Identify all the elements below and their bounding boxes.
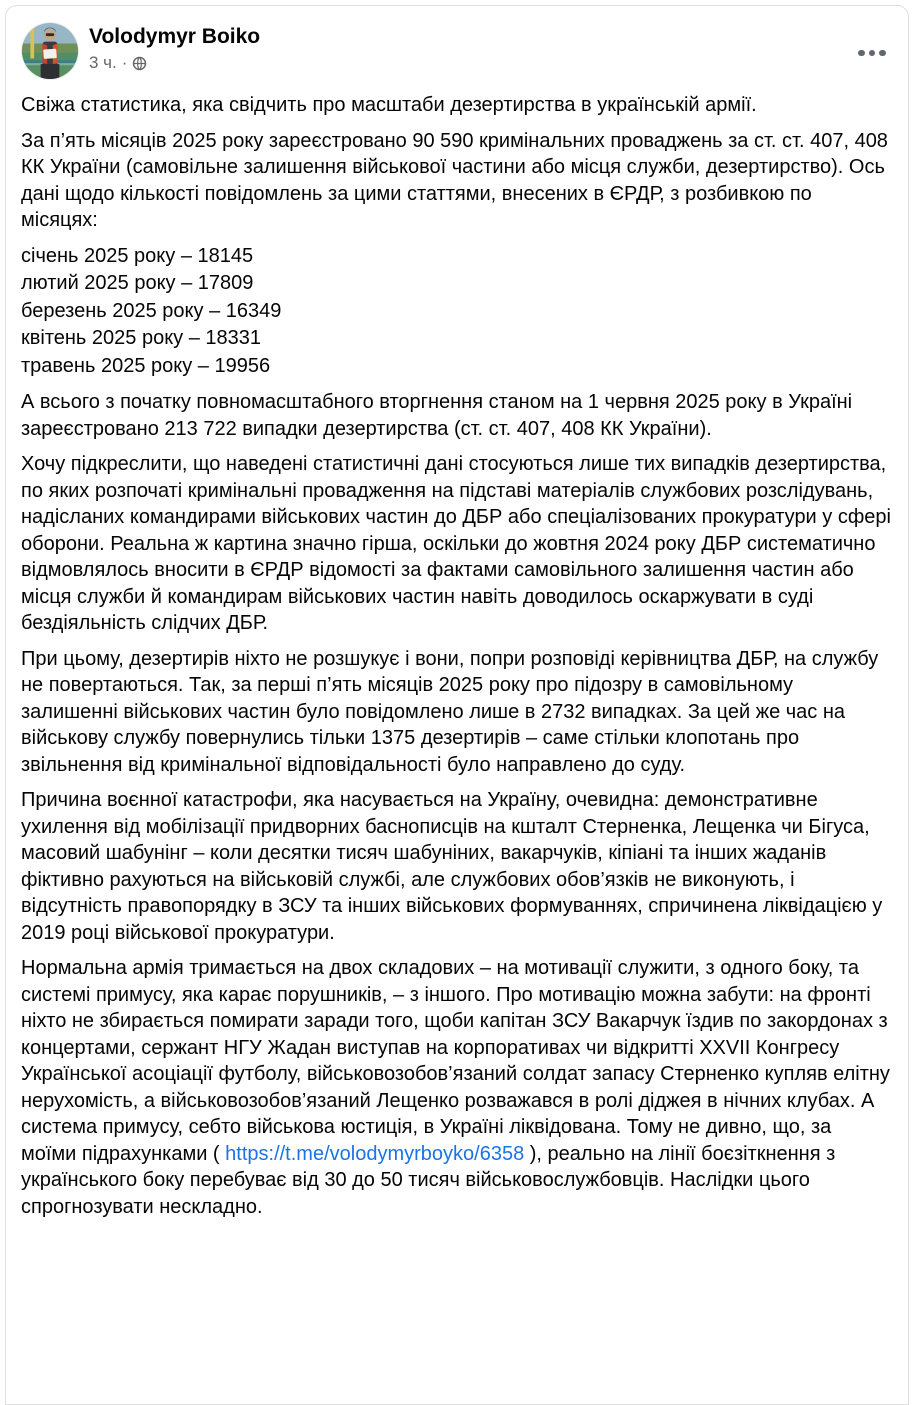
stat-line: лютий 2025 року – 17809 <box>21 272 254 294</box>
header-meta <box>89 22 260 73</box>
author-name[interactable]: Volodymyr Boiko <box>89 25 261 48</box>
timestamp[interactable]: 3 ч. <box>89 53 117 72</box>
post-paragraph <box>21 955 896 1220</box>
ellipsis-icon <box>879 50 886 57</box>
post-paragraph: При цьому, дезертирів ніхто не розшукує і вони, попри розповіді керівництва ДБР, на службу не повертаються. Так, за перші п’ять місяців 2025 року про підозру в самовільному залишенні військових частин було повідомлено лише в 2732 випадках. За цей же час на військову службу повернулись тільки 1375 дезертирів – саме стільки клопотань про звільнення від кримінальної відповідальності було направлено до суду. <box>21 647 884 776</box>
paragraph-text: Нормальна армія тримається на двох складових – на мотивації служити, з одного боку, та системі примусу, яка карає порушників, – з іншого. Про мотивацію можна забути: на фронті ніхто не збирається помирати заради того, щоби капітан ЗСУ Вакарчук їздив по закордонах з концертами, сержант НГУ Жадан виступав на корпоративах чи відкритті XXVII Конгресу Української асоціації футболу, військовозобов’язаний солдат запасу Стерненко купляв елітну нерухомість, а військовозобов’язаний Лещенко розважався в ролі діджея в нічних клубах. А система примусу, себто військова юстиція, в Україні ліквідована. Тому не дивно, що, за моїми підрахунками ( <box>21 957 896 1165</box>
post-paragraph: За п’ять місяців 2025 року зареєстровано 90 590 кримінальних проваджень за ст. ст. 407, 408 КК України (самовільне залишення військової частини або місця служби, дезертирство). Ось дані щодо кількості повідомлень за цими статтями, внесених в ЄРДР, з розбивкою по місяцях: <box>21 129 894 231</box>
meta-separator: · <box>121 53 128 72</box>
post-body <box>6 80 908 1220</box>
stat-line: квітень 2025 року – 18331 <box>21 327 262 349</box>
monthly-stats-list <box>21 243 892 381</box>
globe-public-icon <box>132 56 147 71</box>
post-menu-button[interactable] <box>850 36 894 70</box>
post-card <box>5 5 909 1405</box>
post-paragraph: Причина воєнної катастрофи, яка насувається на Україну, очевидна: демонстративне ухилення від мобілізації придворних баснописців на кшталт Стерненка, Лещенка чи Бігуса, масовий шабунінг – коли десятки тисяч шабуніних, вакарчуків, кіпіані та інших жаданів фіктивно рахуються на військовій службі, але службових обов’язків не виконують, і відсутність правопорядку в ЗСУ та інших військових формуваннях, спричинена ліквідацією у 2019 році військової прокуратури. <box>21 789 888 944</box>
stat-line: березень 2025 року – 16349 <box>21 299 282 322</box>
ellipsis-icon <box>869 50 876 57</box>
post-paragraph: Хочу підкреслити, що наведені статистичні дані стосуються лише тих випадків дезертирства, по яких розпочаті кримінальні провадження на підставі матеріалів службових розслідувань, надісланих командирами військових частин до ДБР або спеціалізованих прокуратури у сфері оборони. Реальна ж картина значно гірша, оскільки до жовтня 2024 року ДБР систематично відмовлялось вносити в ЄРДР відомості за фактами самовільного залишення частин або місця служби й командирам військових частин навіть доводилось оскаржувати в суді бездіяльність слідчих ДБР. <box>21 453 897 634</box>
stat-line: січень 2025 року – 18145 <box>21 244 254 267</box>
post-paragraph: А всього з початку повномасштабного вторгнення станом на 1 червня 2025 року в Україні зареєстровано 213 722 випадки дезертирства (ст. ст. 407, 408 КК України). <box>21 391 858 440</box>
post-header <box>6 6 908 80</box>
post-paragraph: Свіжа статистика, яка свідчить про масштаби дезертирства в українській армії. <box>21 94 757 116</box>
paragraph-text: ), реально на лінії боєзіткнення з українського боку перебуває від 30 до 50 тисяч військовослужбовців. Наслідки цього спрогнозувати нескладно. <box>21 1142 841 1218</box>
post-meta-row <box>89 53 260 73</box>
stat-line: травень 2025 року – 19956 <box>21 354 271 377</box>
avatar[interactable] <box>21 22 79 80</box>
telegram-link[interactable]: https://t.me/volodymyrboyko/6358 <box>225 1142 525 1165</box>
avatar-photo <box>22 23 78 79</box>
ellipsis-icon <box>858 50 865 57</box>
